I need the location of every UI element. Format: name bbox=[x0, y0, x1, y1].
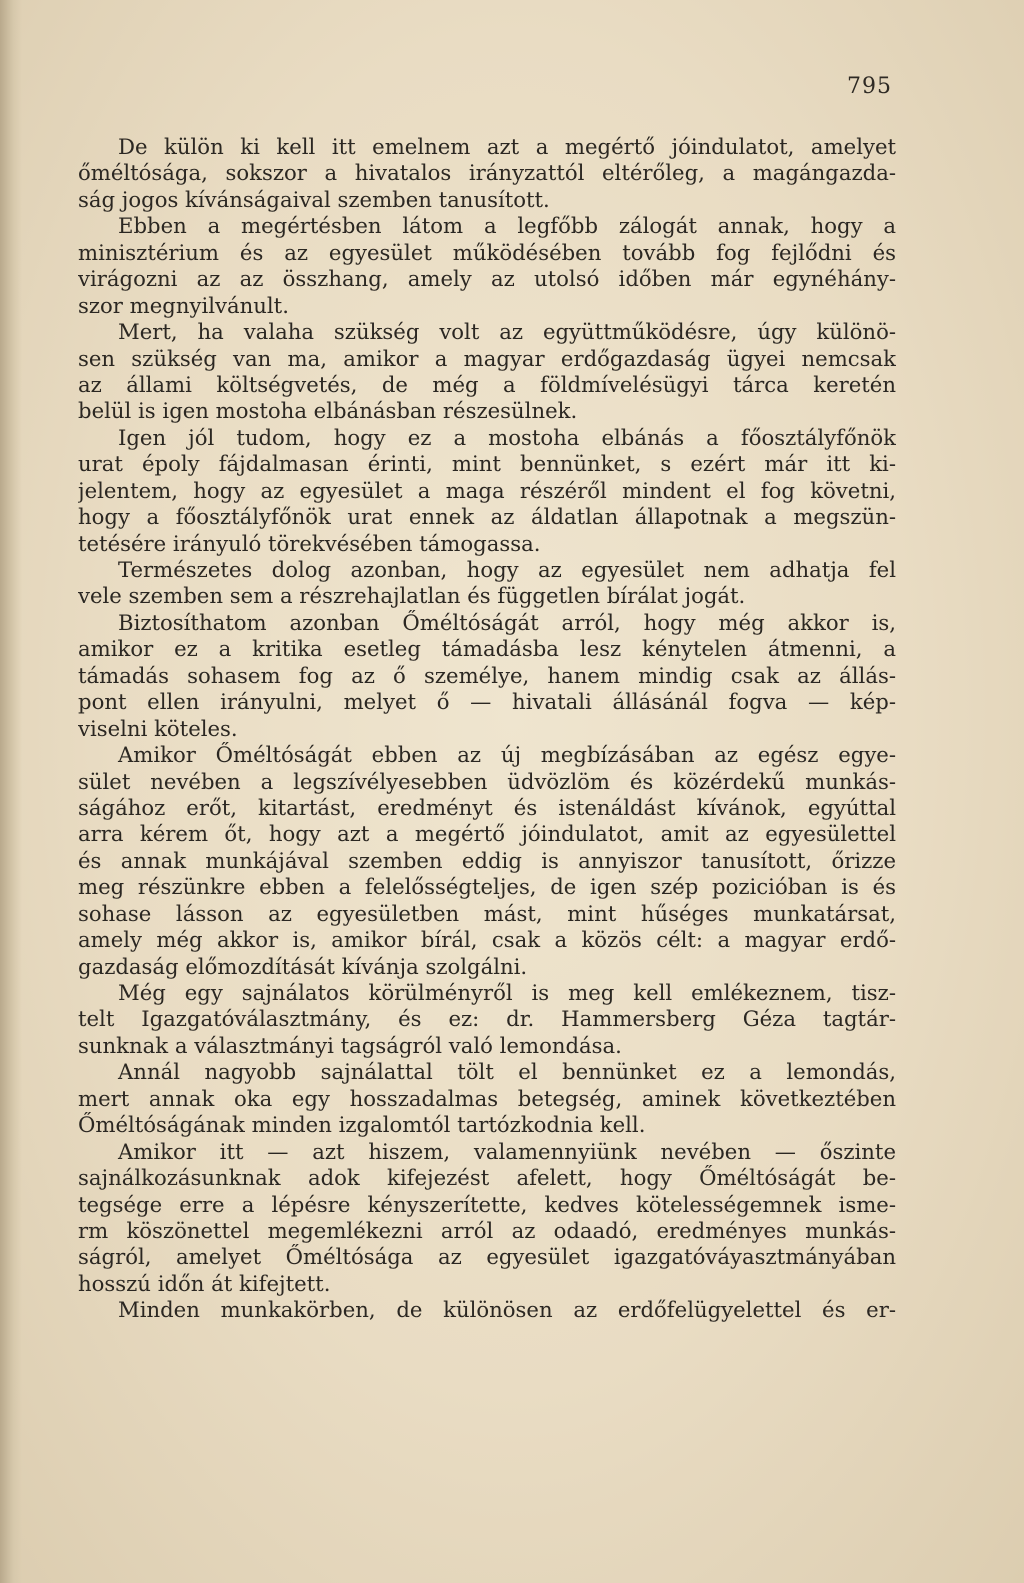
text-line: viselni köteles. bbox=[78, 715, 238, 741]
text-line: ságához erőt, kitartást, eredményt és istenáldást kívánok, egyúttal bbox=[78, 794, 896, 820]
text-line: arra kérem őt, hogy azt a megértő jóindulatot, amit az egyesülettel bbox=[78, 821, 896, 847]
text-line: vele szemben sem a részrehajlatlan és független bírálat jogát. bbox=[78, 583, 746, 609]
text-line: Igen jól tudom, hogy ez a mostoha elbánás a főosztályfőnök bbox=[118, 424, 896, 450]
paragraph bbox=[78, 557, 896, 610]
text-line: és annak munkájával szemben eddig is annyiszor tanusított, őrizze bbox=[78, 847, 896, 873]
paragraph bbox=[78, 980, 896, 1059]
text-line: ság jogos kívánságaival szemben tanusított. bbox=[78, 186, 550, 212]
text-line: Biztosíthatom azonban Őméltóságát arról, hogy még akkor is, bbox=[118, 609, 896, 635]
paragraph bbox=[78, 610, 896, 742]
text-line: Mert, ha valaha szükség volt az együttműködésre, úgy különö- bbox=[118, 319, 896, 345]
text-line: urat époly fájdalmasan érinti, mint bennünket, s ezért már itt ki- bbox=[78, 451, 896, 477]
text-line: sajnálkozásunknak adok kifejezést afelett, hogy Őméltóságát be- bbox=[78, 1165, 896, 1191]
text-line: meg részünkre ebben a felelősségteljes, de igen szép pozicióban is és bbox=[78, 874, 896, 900]
text-line: Minden munkakörben, de különösen az erdőfelügyelettel és er- bbox=[118, 1297, 896, 1323]
text-line: rm köszönettel megemlékezni arról az odaadó, eredményes munkás- bbox=[78, 1217, 896, 1243]
text-line: az állami költségvetés, de még a földmívelésügyi tárca keretén bbox=[78, 371, 896, 397]
paragraph bbox=[78, 1297, 896, 1323]
text-line: amely még akkor is, amikor bírál, csak a közös célt: a magyar erdő- bbox=[78, 927, 896, 953]
page-number: 795 bbox=[847, 74, 892, 99]
paragraph bbox=[78, 425, 896, 557]
text-line: Ebben a megértésben látom a legfőbb zálogát annak, hogy a bbox=[118, 213, 896, 239]
paragraph bbox=[78, 213, 896, 319]
body-text bbox=[78, 134, 896, 1324]
text-line: mert annak oka egy hosszadalmas betegség, aminek következtében bbox=[78, 1085, 896, 1111]
text-line: szor megnyilvánult. bbox=[78, 292, 289, 318]
text-line: sület nevében a legszívélyesebben üdvözlöm és közérdekű munkás- bbox=[78, 768, 896, 794]
text-line: Annál nagyobb sajnálattal tölt el bennünket ez a lemondás, bbox=[118, 1059, 896, 1085]
text-line: amikor ez a kritika esetleg támadásba lesz kénytelen átmenni, a bbox=[78, 636, 896, 662]
text-line: Természetes dolog azonban, hogy az egyesület nem adhatja fel bbox=[118, 557, 896, 582]
text-line: ságról, amelyet Őméltósága az egyesület igazgatóváyasztmányában bbox=[78, 1244, 896, 1270]
text-line: hosszú időn át kifejtett. bbox=[78, 1270, 331, 1296]
text-line: sunknak a választmányi tagságról való lemondása. bbox=[78, 1032, 622, 1058]
text-line: őméltósága, sokszor a hivatalos irányzattól eltérőleg, a magángazda- bbox=[78, 160, 896, 186]
text-line: hogy a főosztályfőnök urat ennek az áldatlan állapotnak a megszün- bbox=[78, 504, 896, 530]
paragraph bbox=[78, 1139, 896, 1298]
text-line: minisztérium és az egyesület működésében tovább fog fejlődni és bbox=[78, 239, 896, 265]
paragraph bbox=[78, 319, 896, 425]
text-line: sen szükség van ma, amikor a magyar erdőgazdaság ügyei nemcsak bbox=[78, 345, 896, 371]
text-line: tetésére irányuló törekvésében támogassa. bbox=[78, 530, 541, 556]
paragraph bbox=[78, 742, 896, 980]
text-line: jelentem, hogy az egyesület a maga részéről mindent el fog követni, bbox=[78, 477, 896, 503]
text-line: pont ellen irányulni, melyet ő — hivatali állásánál fogva — kép- bbox=[78, 689, 896, 715]
paragraph bbox=[78, 134, 896, 213]
paragraph bbox=[78, 1059, 896, 1138]
text-line: tegsége erre a lépésre kényszerítette, kedves kötelességemnek isme- bbox=[78, 1191, 896, 1217]
text-line: virágozni az az összhang, amely az utolsó időben már egynéhány- bbox=[78, 266, 896, 292]
text-line: De külön ki kell itt emelnem azt a megértő jóindulatot, amelyet bbox=[118, 134, 896, 159]
text-line: gazdaság előmozdítását kívánja szolgálni. bbox=[78, 953, 528, 979]
text-line: támadás sohasem fog az ő személye, hanem mindig csak az állás- bbox=[78, 662, 896, 688]
text-line: belül is igen mostoha elbánásban részesülnek. bbox=[78, 398, 578, 424]
text-line: Amikor Őméltóságát ebben az új megbízásában az egész egye- bbox=[118, 742, 896, 768]
text-line: Még egy sajnálatos körülményről is meg kell emlékeznem, tisz- bbox=[118, 980, 896, 1005]
text-line: Őméltóságának minden izgalomtól tartózkodnia kell. bbox=[78, 1112, 646, 1138]
text-line: sohase lásson az egyesületben mást, mint hűséges munkatársat, bbox=[78, 900, 896, 926]
text-line: Amikor itt — azt hiszem, valamennyiünk nevében — őszinte bbox=[118, 1138, 896, 1164]
text-line: telt Igazgatóválasztmány, és ez: dr. Hammersberg Géza tagtár- bbox=[78, 1006, 896, 1032]
spine-shadow bbox=[0, 0, 22, 1583]
